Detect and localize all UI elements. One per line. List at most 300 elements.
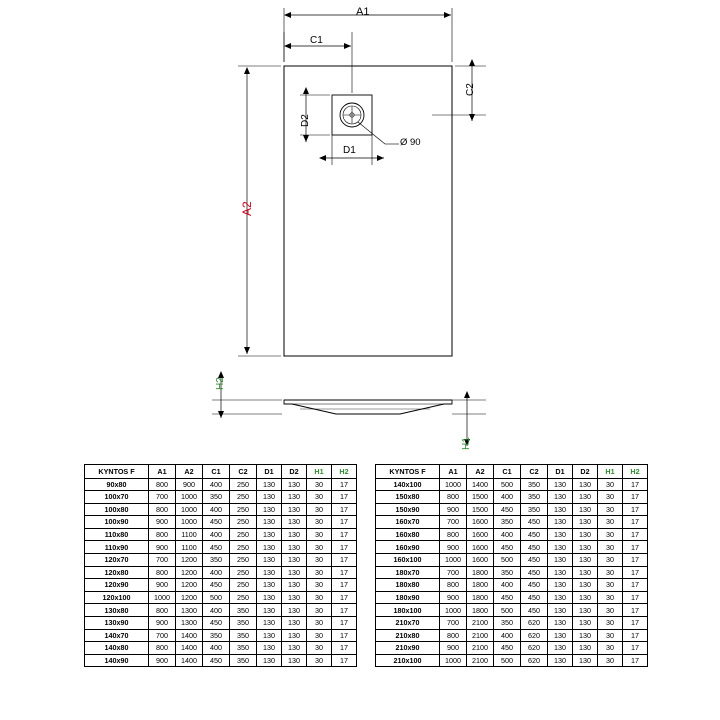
cell-value: 17 <box>332 516 357 529</box>
cell-value: 17 <box>623 642 648 655</box>
cell-value: 130 <box>257 642 282 655</box>
cell-value: 130 <box>573 604 598 617</box>
cell-value: 30 <box>598 642 623 655</box>
cell-value: 130 <box>282 604 307 617</box>
cell-model: 120x80 <box>85 566 149 579</box>
cell-value: 130 <box>257 591 282 604</box>
cell-value: 30 <box>598 503 623 516</box>
cell-model: 110x90 <box>85 541 149 554</box>
cell-value: 30 <box>307 591 332 604</box>
cell-value: 17 <box>332 541 357 554</box>
col-c2: C2 <box>521 465 548 479</box>
cell-value: 130 <box>548 591 573 604</box>
cell-value: 450 <box>521 604 548 617</box>
cell-value: 17 <box>623 503 648 516</box>
col-d2: D2 <box>573 465 598 479</box>
cell-value: 130 <box>573 654 598 667</box>
cell-value: 1000 <box>176 503 203 516</box>
table-row <box>376 617 648 630</box>
cell-value: 450 <box>521 579 548 592</box>
cell-value: 350 <box>203 554 230 567</box>
cell-value: 900 <box>149 541 176 554</box>
cell-value: 500 <box>203 591 230 604</box>
cell-value: 400 <box>494 491 521 504</box>
cell-model: 90x80 <box>85 478 149 491</box>
cell-value: 400 <box>203 566 230 579</box>
cell-value: 800 <box>149 566 176 579</box>
cell-value: 17 <box>623 516 648 529</box>
cell-value: 130 <box>257 629 282 642</box>
label-h1: H1 <box>461 437 472 450</box>
spec-table-left-wrapper <box>84 464 357 667</box>
table-row <box>85 528 357 541</box>
cell-value: 17 <box>332 566 357 579</box>
cell-value: 700 <box>440 617 467 630</box>
cell-value: 17 <box>332 528 357 541</box>
cell-value: 130 <box>548 579 573 592</box>
cell-value: 130 <box>548 491 573 504</box>
cell-value: 130 <box>257 617 282 630</box>
label-a1: A1 <box>356 6 370 18</box>
col-c1: C1 <box>494 465 521 479</box>
spec-table-right-wrapper <box>375 464 648 667</box>
cell-value: 800 <box>440 491 467 504</box>
cell-value: 130 <box>548 478 573 491</box>
cell-value: 30 <box>598 579 623 592</box>
cell-value: 130 <box>548 554 573 567</box>
col-a1: A1 <box>440 465 467 479</box>
cell-model: 150x90 <box>376 503 440 516</box>
cell-value: 900 <box>149 654 176 667</box>
cell-value: 900 <box>440 541 467 554</box>
cell-model: 100x90 <box>85 516 149 529</box>
cell-value: 1300 <box>176 604 203 617</box>
cell-value: 2100 <box>467 629 494 642</box>
cell-value: 350 <box>521 478 548 491</box>
table-header-row <box>376 465 648 479</box>
table-row <box>376 554 648 567</box>
table-row <box>376 491 648 504</box>
cell-model: 180x100 <box>376 604 440 617</box>
cell-value: 30 <box>307 566 332 579</box>
cell-value: 350 <box>230 642 257 655</box>
table-row <box>376 516 648 529</box>
cell-value: 700 <box>149 629 176 642</box>
cell-value: 1600 <box>467 516 494 529</box>
cell-value: 130 <box>548 503 573 516</box>
cell-value: 1800 <box>467 566 494 579</box>
cell-value: 17 <box>623 566 648 579</box>
cell-value: 130 <box>282 629 307 642</box>
spec-table-right <box>375 464 648 667</box>
cell-value: 130 <box>548 566 573 579</box>
cell-value: 350 <box>230 617 257 630</box>
cell-value: 17 <box>623 554 648 567</box>
table-row <box>376 528 648 541</box>
cell-value: 130 <box>573 642 598 655</box>
cell-value: 17 <box>623 604 648 617</box>
cell-value: 30 <box>598 654 623 667</box>
cell-value: 1800 <box>467 604 494 617</box>
cell-value: 900 <box>149 617 176 630</box>
spec-table-right-body <box>376 478 648 667</box>
cell-value: 17 <box>332 617 357 630</box>
table-row <box>85 617 357 630</box>
table-row <box>376 604 648 617</box>
cell-value: 130 <box>573 478 598 491</box>
cell-value: 620 <box>521 642 548 655</box>
cell-model: 160x90 <box>376 541 440 554</box>
table-row <box>376 541 648 554</box>
cell-value: 800 <box>149 528 176 541</box>
cell-model: 130x90 <box>85 617 149 630</box>
cell-value: 450 <box>203 579 230 592</box>
cell-value: 400 <box>494 528 521 541</box>
cell-model: 210x70 <box>376 617 440 630</box>
table-row <box>85 642 357 655</box>
cell-value: 450 <box>494 642 521 655</box>
cell-value: 350 <box>494 566 521 579</box>
cell-value: 130 <box>257 654 282 667</box>
cell-value: 1000 <box>440 554 467 567</box>
cell-value: 17 <box>332 579 357 592</box>
table-row <box>376 566 648 579</box>
cell-value: 30 <box>598 629 623 642</box>
cell-value: 250 <box>230 541 257 554</box>
cell-model: 130x80 <box>85 604 149 617</box>
cell-value: 130 <box>282 516 307 529</box>
cell-model: 120x90 <box>85 579 149 592</box>
cell-value: 1500 <box>467 503 494 516</box>
cell-model: 160x100 <box>376 554 440 567</box>
cell-value: 450 <box>203 617 230 630</box>
cell-value: 450 <box>494 591 521 604</box>
cell-value: 450 <box>203 654 230 667</box>
cell-value: 350 <box>230 629 257 642</box>
cell-value: 130 <box>282 554 307 567</box>
cell-value: 1000 <box>440 478 467 491</box>
cell-model: 140x100 <box>376 478 440 491</box>
cell-value: 130 <box>573 566 598 579</box>
cell-value: 17 <box>332 503 357 516</box>
cell-value: 1000 <box>176 516 203 529</box>
cell-value: 30 <box>307 617 332 630</box>
cell-model: 180x90 <box>376 591 440 604</box>
cell-value: 700 <box>440 516 467 529</box>
cell-value: 900 <box>440 642 467 655</box>
cell-value: 500 <box>494 604 521 617</box>
cell-value: 450 <box>494 541 521 554</box>
cell-value: 130 <box>548 642 573 655</box>
cell-value: 800 <box>149 642 176 655</box>
cell-value: 1000 <box>440 604 467 617</box>
cell-value: 450 <box>521 541 548 554</box>
table-row <box>376 579 648 592</box>
cell-value: 17 <box>332 554 357 567</box>
cell-value: 30 <box>598 516 623 529</box>
table-row <box>85 566 357 579</box>
cell-value: 1500 <box>467 491 494 504</box>
table-row <box>376 629 648 642</box>
cell-value: 30 <box>307 629 332 642</box>
cell-value: 450 <box>203 541 230 554</box>
spec-table-left-body <box>85 478 357 667</box>
col-c1: C1 <box>203 465 230 479</box>
table-row <box>376 654 648 667</box>
cell-value: 1400 <box>467 478 494 491</box>
cell-value: 1300 <box>176 617 203 630</box>
cell-value: 1200 <box>176 566 203 579</box>
cell-value: 30 <box>307 642 332 655</box>
cell-value: 450 <box>494 503 521 516</box>
cell-value: 130 <box>573 528 598 541</box>
cell-value: 1400 <box>176 654 203 667</box>
cell-value: 30 <box>307 516 332 529</box>
cell-value: 130 <box>573 579 598 592</box>
cell-value: 130 <box>282 491 307 504</box>
cell-value: 17 <box>623 654 648 667</box>
cell-value: 17 <box>332 491 357 504</box>
cell-value: 250 <box>230 503 257 516</box>
cell-value: 130 <box>282 642 307 655</box>
table-row <box>376 503 648 516</box>
cell-value: 1000 <box>440 654 467 667</box>
table-row <box>376 642 648 655</box>
cell-model: 120x100 <box>85 591 149 604</box>
cell-value: 130 <box>257 491 282 504</box>
cell-value: 30 <box>307 478 332 491</box>
cell-value: 130 <box>573 591 598 604</box>
col-h1: H1 <box>598 465 623 479</box>
cell-value: 17 <box>332 604 357 617</box>
label-drain-diameter: Ø 90 <box>400 137 421 148</box>
cell-value: 17 <box>623 629 648 642</box>
cell-value: 17 <box>332 654 357 667</box>
cell-value: 350 <box>494 617 521 630</box>
cell-value: 2100 <box>467 642 494 655</box>
table-row <box>85 478 357 491</box>
cell-value: 30 <box>598 528 623 541</box>
label-d1: D1 <box>343 145 356 156</box>
cell-model: 140x70 <box>85 629 149 642</box>
label-d2: D2 <box>300 114 311 127</box>
cell-value: 130 <box>282 617 307 630</box>
cell-value: 130 <box>573 554 598 567</box>
cell-value: 250 <box>230 516 257 529</box>
cell-value: 17 <box>623 491 648 504</box>
cell-value: 250 <box>230 566 257 579</box>
label-a2: A2 <box>240 201 254 216</box>
cell-value: 800 <box>149 503 176 516</box>
cell-value: 250 <box>230 579 257 592</box>
cell-value: 250 <box>230 554 257 567</box>
cell-value: 1800 <box>467 579 494 592</box>
cell-value: 1200 <box>176 591 203 604</box>
cell-value: 800 <box>149 604 176 617</box>
cell-model: 110x80 <box>85 528 149 541</box>
cell-value: 1600 <box>467 554 494 567</box>
col-a2: A2 <box>176 465 203 479</box>
cell-value: 620 <box>521 654 548 667</box>
table-row <box>85 516 357 529</box>
cell-value: 130 <box>282 579 307 592</box>
cell-value: 800 <box>149 478 176 491</box>
col-d1: D1 <box>548 465 573 479</box>
cell-value: 130 <box>257 541 282 554</box>
cell-value: 17 <box>332 478 357 491</box>
label-c2: C2 <box>465 83 476 96</box>
cell-value: 900 <box>149 516 176 529</box>
col-h2: H2 <box>332 465 357 479</box>
cell-value: 17 <box>332 591 357 604</box>
col-h2: H2 <box>623 465 648 479</box>
cell-value: 17 <box>623 591 648 604</box>
cell-value: 400 <box>203 528 230 541</box>
cell-value: 620 <box>521 629 548 642</box>
cell-value: 17 <box>623 579 648 592</box>
cell-value: 1000 <box>176 491 203 504</box>
cell-value: 250 <box>230 591 257 604</box>
cell-value: 17 <box>623 617 648 630</box>
cell-value: 450 <box>521 566 548 579</box>
cell-model: 160x80 <box>376 528 440 541</box>
cell-value: 350 <box>521 491 548 504</box>
cell-value: 30 <box>598 478 623 491</box>
col-d1: D1 <box>257 465 282 479</box>
table-row <box>85 604 357 617</box>
cell-value: 130 <box>257 566 282 579</box>
cell-value: 1400 <box>176 629 203 642</box>
cell-value: 130 <box>573 503 598 516</box>
cell-model: 140x80 <box>85 642 149 655</box>
cell-model: 140x90 <box>85 654 149 667</box>
cell-value: 30 <box>598 554 623 567</box>
cell-value: 30 <box>598 591 623 604</box>
cell-value: 1100 <box>176 528 203 541</box>
cell-value: 450 <box>521 591 548 604</box>
col-a2: A2 <box>467 465 494 479</box>
cell-value: 30 <box>307 579 332 592</box>
cell-value: 130 <box>282 591 307 604</box>
cell-value: 350 <box>203 629 230 642</box>
table-header-row <box>85 465 357 479</box>
table-row <box>85 654 357 667</box>
cell-value: 450 <box>521 528 548 541</box>
cell-value: 130 <box>257 554 282 567</box>
cell-value: 130 <box>573 629 598 642</box>
col-model: KYNTOS F <box>85 465 149 479</box>
cell-value: 400 <box>494 579 521 592</box>
cell-value: 130 <box>282 654 307 667</box>
table-row <box>85 629 357 642</box>
cell-value: 130 <box>282 541 307 554</box>
col-h1: H1 <box>307 465 332 479</box>
cell-value: 2100 <box>467 617 494 630</box>
cell-value: 700 <box>440 566 467 579</box>
cell-value: 130 <box>282 478 307 491</box>
cell-value: 130 <box>257 516 282 529</box>
table-row <box>85 503 357 516</box>
cell-value: 17 <box>623 478 648 491</box>
cell-value: 1600 <box>467 528 494 541</box>
cell-value: 1100 <box>176 541 203 554</box>
cell-value: 130 <box>548 629 573 642</box>
cell-value: 130 <box>282 503 307 516</box>
cell-value: 130 <box>548 541 573 554</box>
cell-value: 350 <box>230 654 257 667</box>
cell-value: 800 <box>440 629 467 642</box>
table-row <box>85 579 357 592</box>
cell-value: 620 <box>521 617 548 630</box>
cell-value: 1200 <box>176 579 203 592</box>
cell-value: 1200 <box>176 554 203 567</box>
cell-value: 400 <box>494 629 521 642</box>
cell-model: 180x80 <box>376 579 440 592</box>
cell-value: 700 <box>149 554 176 567</box>
cell-value: 800 <box>440 579 467 592</box>
cell-value: 30 <box>307 654 332 667</box>
cell-model: 100x80 <box>85 503 149 516</box>
cell-value: 130 <box>282 566 307 579</box>
cell-value: 130 <box>548 516 573 529</box>
cell-value: 130 <box>548 604 573 617</box>
table-row <box>85 491 357 504</box>
cell-model: 150x80 <box>376 491 440 504</box>
cell-value: 1400 <box>176 642 203 655</box>
cell-value: 500 <box>494 654 521 667</box>
spec-table-left <box>84 464 357 667</box>
cell-value: 1600 <box>467 541 494 554</box>
cell-value: 400 <box>203 642 230 655</box>
cell-value: 250 <box>230 491 257 504</box>
cell-value: 30 <box>307 604 332 617</box>
table-row <box>85 554 357 567</box>
cell-value: 17 <box>623 528 648 541</box>
cell-value: 350 <box>494 516 521 529</box>
cell-value: 500 <box>494 478 521 491</box>
label-c1: C1 <box>310 35 323 46</box>
cell-value: 130 <box>548 654 573 667</box>
table-row <box>376 478 648 491</box>
cell-model: 210x90 <box>376 642 440 655</box>
cell-value: 130 <box>573 491 598 504</box>
cell-value: 130 <box>548 528 573 541</box>
cell-value: 900 <box>440 503 467 516</box>
cell-value: 250 <box>230 478 257 491</box>
cell-value: 30 <box>598 604 623 617</box>
cell-value: 30 <box>598 566 623 579</box>
cell-value: 350 <box>521 503 548 516</box>
cell-value: 900 <box>176 478 203 491</box>
cell-value: 30 <box>598 491 623 504</box>
cell-value: 130 <box>573 541 598 554</box>
cell-model: 180x70 <box>376 566 440 579</box>
cell-value: 17 <box>332 629 357 642</box>
tray-section-view <box>284 400 452 414</box>
cell-value: 130 <box>548 617 573 630</box>
cell-value: 30 <box>598 617 623 630</box>
cell-value: 1000 <box>149 591 176 604</box>
cell-value: 400 <box>203 503 230 516</box>
cell-value: 900 <box>440 591 467 604</box>
cell-value: 130 <box>282 528 307 541</box>
cell-value: 450 <box>521 554 548 567</box>
cell-value: 30 <box>307 503 332 516</box>
cell-value: 350 <box>230 604 257 617</box>
col-model: KYNTOS F <box>376 465 440 479</box>
cell-value: 700 <box>149 491 176 504</box>
cell-value: 30 <box>307 528 332 541</box>
